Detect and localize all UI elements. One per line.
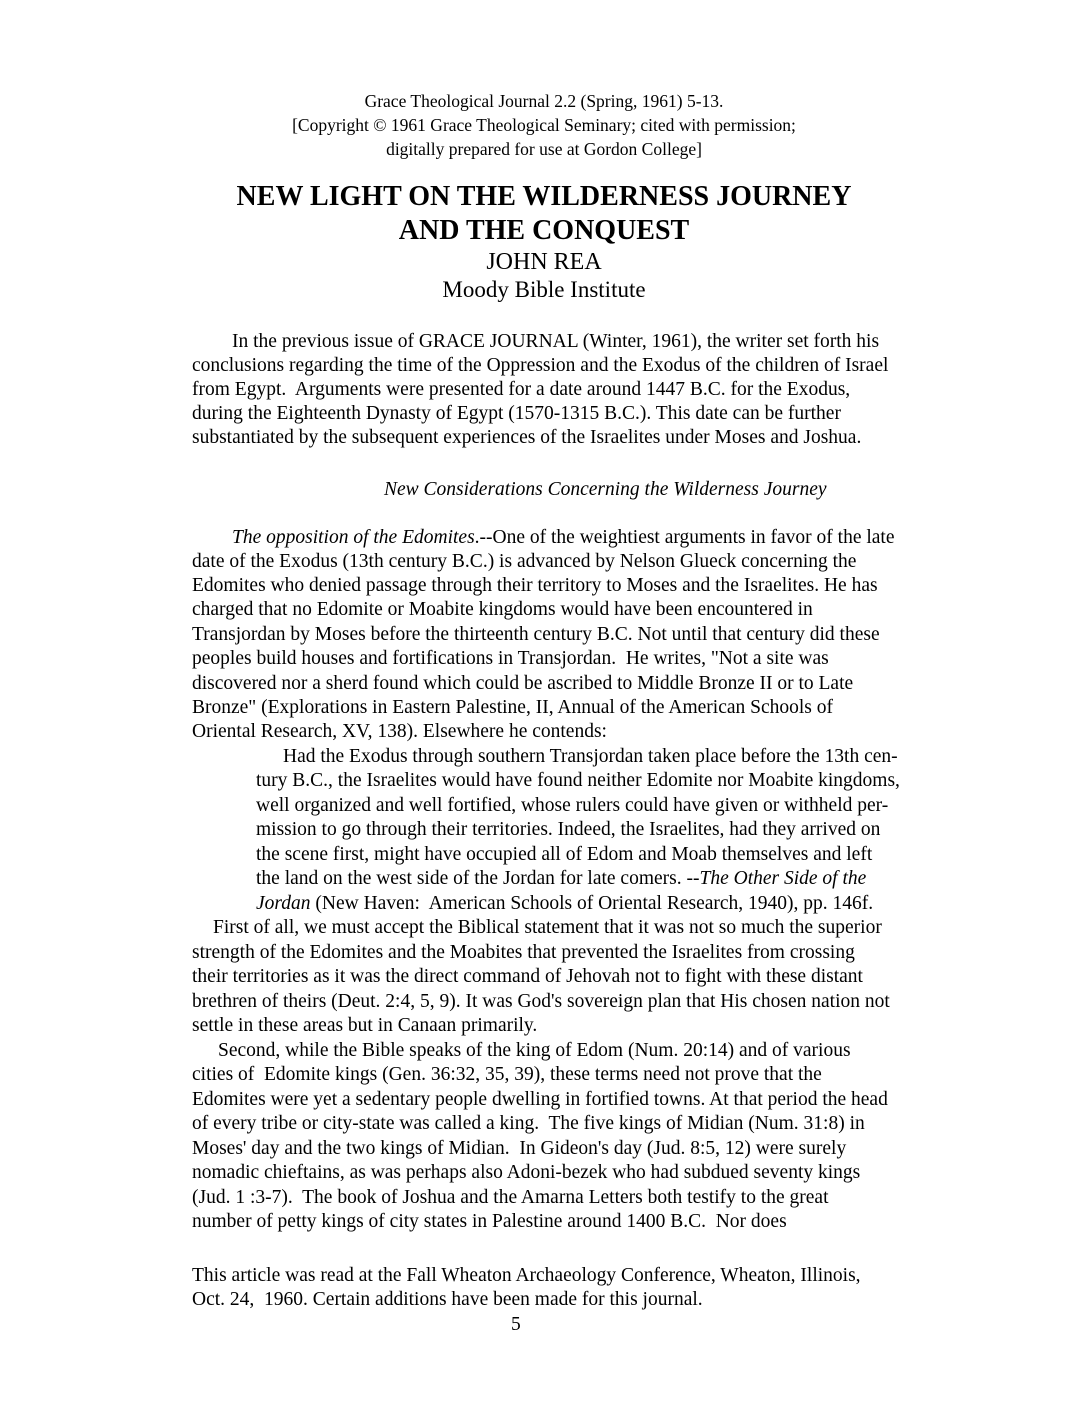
intro-line: conclusions regarding the time of the Oppression and the Exodus of the children of Israel	[192, 355, 889, 376]
book-title: Jordan	[256, 893, 311, 914]
author-institution: Moody Bible Institute	[442, 277, 646, 302]
intro-line: In the previous issue of GRACE JOURNAL (Winter, 1961), the writer set forth his	[232, 331, 880, 352]
section-heading: New Considerations Concerning the Wilderness Journey	[384, 479, 827, 500]
paragraph-line: number of petty kings of city states in Palestine around 1400 B.C. Nor does	[192, 1211, 787, 1232]
digitization-notice: digitally prepared for use at Gordon College]	[386, 139, 702, 159]
page-number: 5	[511, 1314, 521, 1335]
footnote-line: This article was read at the Fall Wheaton Archaeology Conference, Wheaton, Illinois,	[192, 1265, 861, 1286]
copyright-notice: [Copyright © 1961 Grace Theological Seminary; cited with permission;	[292, 115, 796, 135]
footnote-line: Oct. 24, 1960. Certain additions have been made for this journal.	[192, 1289, 703, 1310]
quote-text: the land on the west side of the Jordan for late comers. --	[256, 868, 700, 889]
quote-line: well organized and well fortified, whose rulers could have given or withheld per-	[256, 795, 889, 816]
subsection-lead: The opposition of the Edomites	[232, 527, 475, 548]
author-name: JOHN REA	[486, 249, 602, 275]
paragraph-line: Moses' day and the two kings of Midian. In Gideon's day (Jud. 8:5, 12) were surely	[192, 1138, 847, 1159]
book-title: The Other Side of the	[699, 868, 867, 889]
paragraph-line: Edomites who denied passage through their territory to Moses and the Israelites. He has	[192, 575, 878, 596]
paragraph-line: cities of Edomite kings (Gen. 36:32, 35, 39), these terms need not prove that the	[192, 1064, 822, 1085]
paragraph-line: Edomites were yet a sedentary people dwelling in fortified towns. At that period the head	[192, 1089, 888, 1110]
paragraph-line: strength of the Edomites and the Moabites that prevented the Israelites from crossing	[192, 942, 855, 963]
paragraph-line: First of all, we must accept the Biblical statement that it was not so much the superior	[213, 917, 882, 938]
paragraph-line: of every tribe or city-state was called a king. The five kings of Midian (Num. 31:8) in	[192, 1113, 865, 1134]
paragraph-line: their territories as it was the direct command of Jehovah not to fight with these distant	[192, 966, 863, 987]
quote-line: the scene first, might have occupied all of Edom and Moab themselves and left	[256, 844, 873, 865]
paragraph-line: Bronze" (Explorations in Eastern Palestine, II, Annual of the American Schools of	[192, 697, 834, 718]
paragraph-line: settle in these areas but in Canaan primarily.	[192, 1015, 538, 1036]
paragraph-line: nomadic chieftains, as was perhaps also Adoni-bezek who had subdued seventy kings	[192, 1162, 861, 1183]
journal-citation: Grace Theological Journal 2.2 (Spring, 1961) 5-13.	[364, 91, 724, 111]
intro-line: substantiated by the subsequent experiences of the Israelites under Moses and Joshua.	[192, 427, 862, 448]
quote-line: mission to go through their territories. Indeed, the Israelites, had they arrived on	[256, 819, 881, 840]
article-title-line-2: AND THE CONQUEST	[398, 215, 690, 246]
paragraph-line: brethren of theirs (Deut. 2:4, 5, 9). It was God's sovereign plan that His chosen nation not	[192, 991, 890, 1012]
article-title-line-1: NEW LIGHT ON THE WILDERNESS JOURNEY	[236, 181, 852, 212]
paragraph-line: (Jud. 1 :3-7). The book of Joshua and the Amarna Letters both testify to the great	[192, 1187, 829, 1208]
lead-continuation: .--One of the weightiest arguments in favor of the late	[474, 527, 895, 548]
quote-line	[256, 867, 866, 891]
citation-text: (New Haven: American Schools of Oriental Research, 1940), pp. 146f.	[310, 893, 874, 914]
paragraph-line: date of the Exodus (13th century B.C.) is advanced by Nelson Glueck concerning the	[192, 551, 857, 572]
paragraph-line: Transjordan by Moses before the thirteenth century B.C. Not until that century did these	[192, 624, 880, 645]
quote-line: Had the Exodus through southern Transjordan taken place before the 13th cen-	[283, 746, 898, 767]
paragraph-line: charged that no Edomite or Moabite kingdoms would have been encountered in	[192, 599, 813, 620]
paragraph-line: Oriental Research, XV, 138). Elsewhere he contends:	[192, 721, 607, 742]
paragraph-first-line	[232, 526, 895, 550]
paragraph-line: discovered nor a sherd found which could be ascribed to Middle Bronze II or to Late	[192, 673, 854, 694]
paragraph-line: Second, while the Bible speaks of the king of Edom (Num. 20:14) and of various	[218, 1040, 851, 1061]
intro-line: during the Eighteenth Dynasty of Egypt (1570-1315 B.C.). This date can be further	[192, 403, 841, 424]
quote-line	[256, 892, 873, 916]
intro-line: from Egypt. Arguments were presented for a date around 1447 B.C. for the Exodus,	[192, 379, 851, 400]
paragraph-line: peoples build houses and fortifications in Transjordan. He writes, "Not a site was	[192, 648, 829, 669]
quote-line: tury B.C., the Israelites would have found neither Edomite nor Moabite kingdoms,	[256, 770, 900, 791]
